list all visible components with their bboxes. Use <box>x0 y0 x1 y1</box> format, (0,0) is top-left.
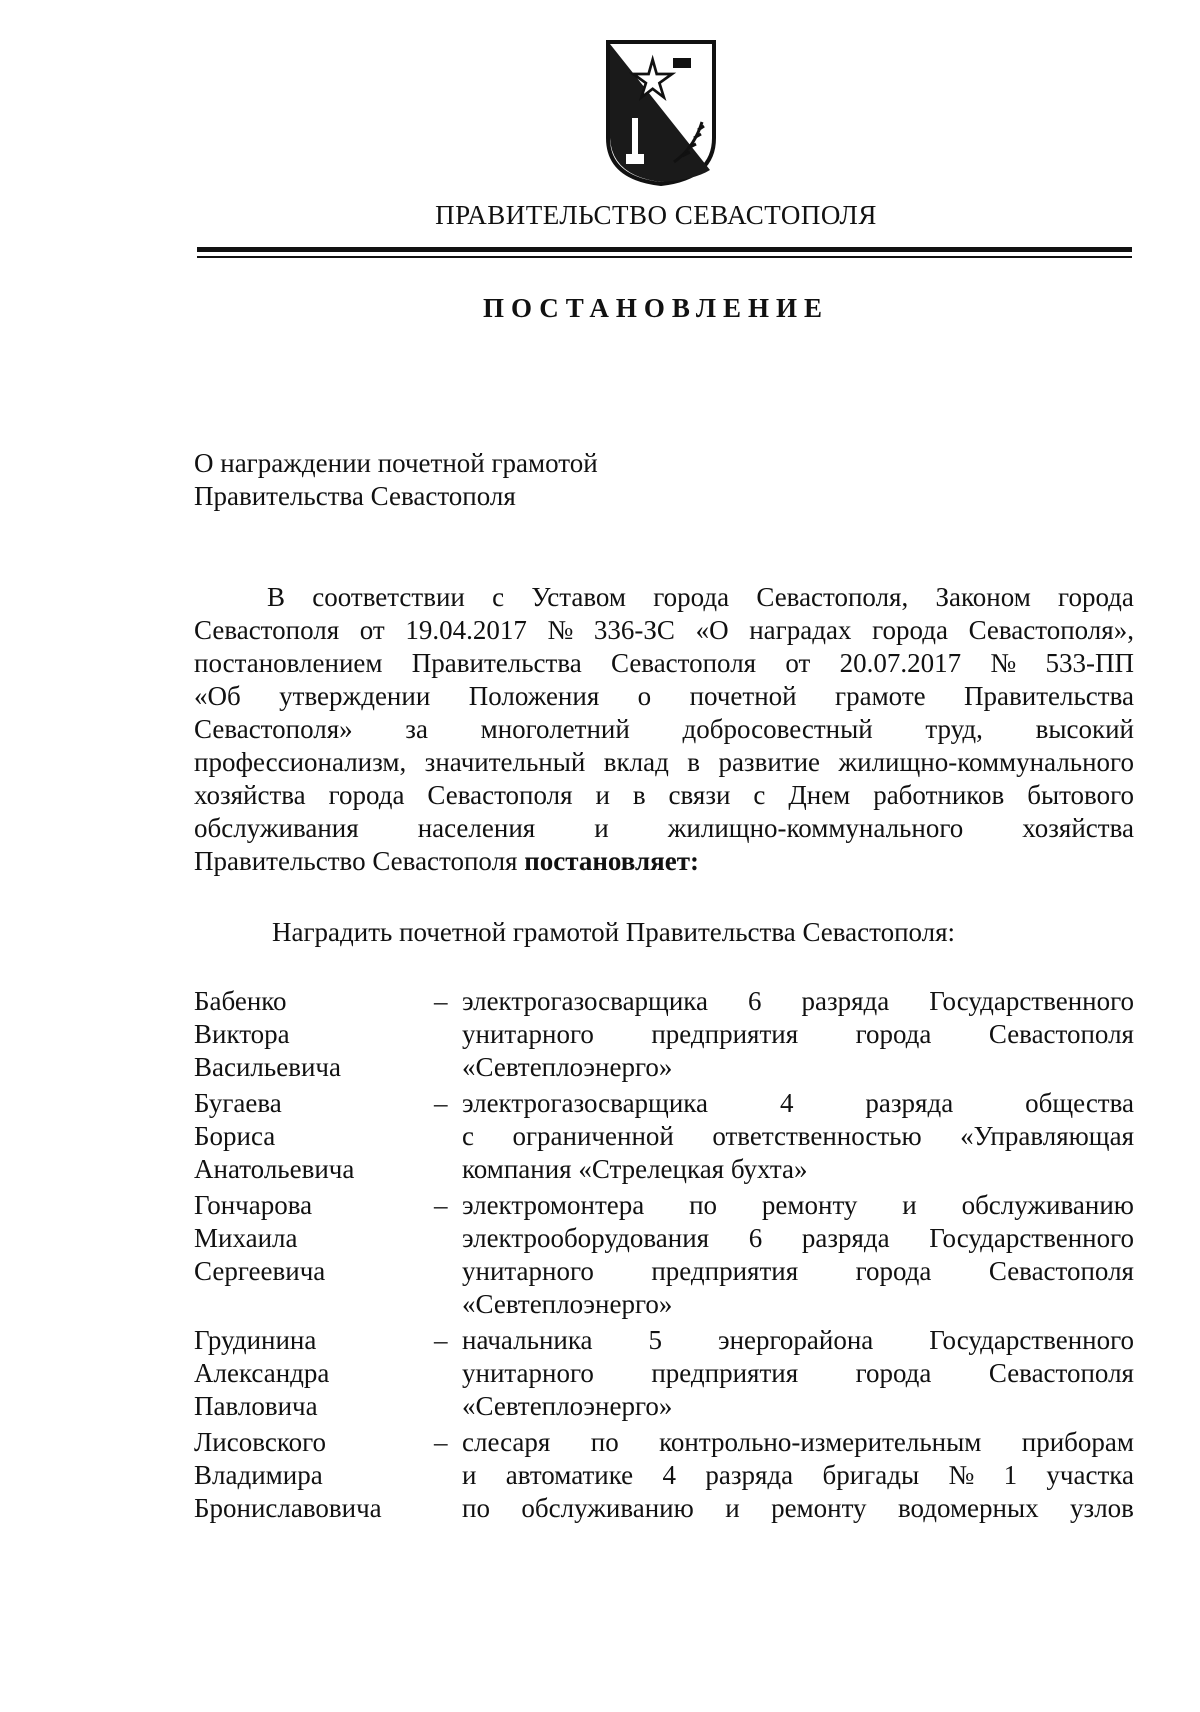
awardee-name <box>194 1426 424 1525</box>
awardee-name-part: Павловича <box>194 1391 318 1421</box>
awardee-position-line: «Севтеплоэнерго» <box>462 1391 673 1421</box>
awardee-position <box>462 1087 1134 1186</box>
organization-title: ПРАВИТЕЛЬСТВО СЕВАСТОПОЛЯ <box>435 200 877 230</box>
awardee-position-line: электрогазосварщика 6 разряда Государственного <box>462 986 1134 1016</box>
awardee-position-line: электрооборудования 6 разряда Государственного <box>462 1223 1134 1253</box>
awardee-dash: – <box>434 1190 448 1220</box>
document-subject <box>194 447 598 513</box>
awardee-name <box>194 1324 424 1423</box>
preamble-line: хозяйства города Севастополя и в связи с Днем работников бытового <box>194 780 1134 810</box>
awardee-name-part: Бугаева <box>194 1088 282 1118</box>
awardee-position-line: унитарного предприятия города Севастополя <box>462 1358 1134 1388</box>
preamble-line: Севастополя от 19.04.2017 № 336-ЗС «О наградах города Севастополя», <box>194 615 1134 645</box>
coat-of-arms-emblem <box>604 38 718 186</box>
awardee-position-line: начальника 5 энергорайона Государственного <box>462 1325 1134 1355</box>
awardee-position-line: электрогазосварщика 4 разряда общества <box>462 1088 1134 1118</box>
awardee-name <box>194 1087 424 1186</box>
preamble-paragraph <box>194 581 1134 878</box>
awardee-position <box>462 1324 1134 1423</box>
award-intro: Наградить почетной грамотой Правительства Севастополя: <box>272 917 956 947</box>
awardee-name-part: Бабенко <box>194 986 287 1016</box>
awardee-position <box>462 985 1134 1084</box>
awardee-dash: – <box>434 986 448 1016</box>
awardee-dash: – <box>434 1427 448 1457</box>
awardee-name-part: Грудинина <box>194 1325 317 1355</box>
resolves-keyword: постановляет: <box>524 846 699 876</box>
awardee-name <box>194 1189 424 1288</box>
awardee-name-part: Бориса <box>194 1121 276 1151</box>
awardee-name-part: Виктора <box>194 1019 290 1049</box>
awardee-name-part: Гончарова <box>194 1190 313 1220</box>
awardee-name-part: Сергеевича <box>194 1256 326 1286</box>
awardee-name-part: Владимира <box>194 1460 323 1490</box>
awardee-position-line: унитарного предприятия города Севастополя <box>462 1019 1134 1049</box>
awardee-dash: – <box>434 1088 448 1118</box>
awardee-name-part: Александра <box>194 1358 330 1388</box>
awardee-position-line: компания «Стрелецкая бухта» <box>462 1154 808 1184</box>
preamble-line: В соответствии с Уставом города Севастополя, Законом города <box>267 582 1134 612</box>
subject-line: О награждении почетной грамотой <box>194 448 598 478</box>
preamble-line: постановлением Правительства Севастополя от 20.07.2017 № 533-ПП <box>194 648 1134 678</box>
awardee-position-line: по обслуживанию и ремонту водомерных узлов <box>462 1493 1134 1523</box>
awardee-name-part: Лисовского <box>194 1427 326 1457</box>
awardee-name-part: Михаила <box>194 1223 298 1253</box>
document-type-title: ПОСТАНОВЛЕНИЕ <box>482 293 830 323</box>
awardee-name <box>194 985 424 1084</box>
subject-line: Правительства Севастополя <box>194 481 516 511</box>
awardee-position-line: и автоматике 4 разряда бригады № 1 участка <box>462 1460 1134 1490</box>
preamble-final-text: Правительство Севастополя <box>194 846 525 876</box>
awardee-name-part: Васильевича <box>194 1052 341 1082</box>
preamble-line: Севастополя» за многолетний добросовестный труд, высокий <box>194 714 1134 744</box>
awardee-position-line: с ограниченной ответственностью «Управляющая <box>462 1121 1134 1151</box>
header-rule-thick <box>197 247 1132 252</box>
preamble-line: профессионализм, значительный вклад в развитие жилищно-коммунального <box>194 747 1134 777</box>
preamble-line: обслуживания населения и жилищно-коммунального хозяйства <box>194 813 1134 843</box>
preamble-line-final <box>194 845 1134 878</box>
preamble-line: «Об утверждении Положения о почетной грамоте Правительства <box>194 681 1134 711</box>
awardee-name-part: Брониславовича <box>194 1493 382 1523</box>
header-rule-thin <box>197 256 1132 258</box>
awardee-name-part: Анатольевича <box>194 1154 355 1184</box>
awardee-position-line: слесаря по контрольно-измерительным приборам <box>462 1427 1134 1457</box>
awardee-dash: – <box>434 1325 448 1355</box>
awardee-position-line: «Севтеплоэнерго» <box>462 1052 673 1082</box>
awardee-position <box>462 1426 1134 1525</box>
awardee-position <box>462 1189 1134 1321</box>
awardee-position-line: «Севтеплоэнерго» <box>462 1289 673 1319</box>
awardee-position-line: электромонтера по ремонту и обслуживанию <box>462 1190 1134 1220</box>
awardee-position-line: унитарного предприятия города Севастополя <box>462 1256 1134 1286</box>
